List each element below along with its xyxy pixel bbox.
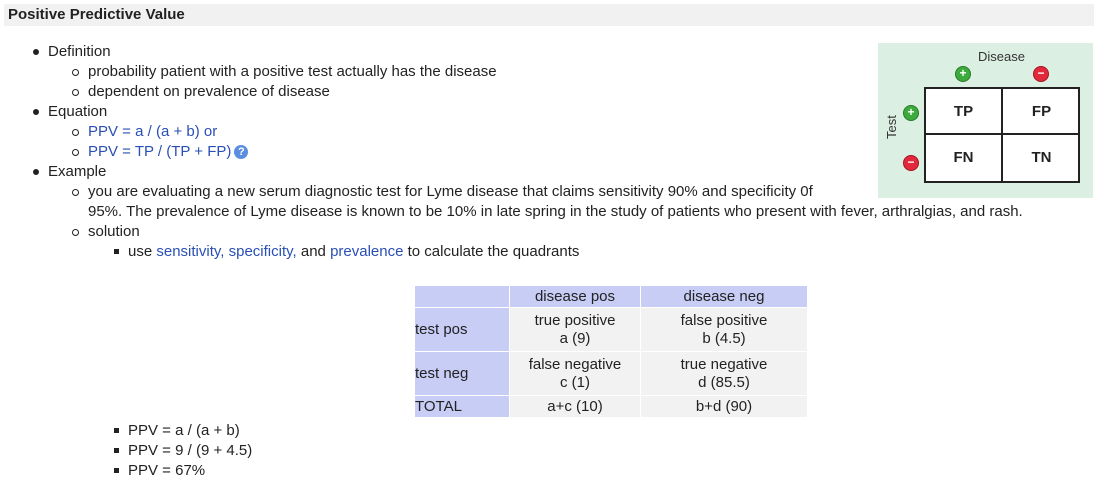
bullet [114,448,119,453]
equation-item: PPV = TP / (TP + FP) [88,143,232,160]
contingency-figure [878,43,1093,198]
row-header: test neg [415,352,510,396]
bullet [33,49,39,55]
plus-icon: + [955,66,971,82]
bullet [114,468,119,473]
specificity-link[interactable]: specificity, [228,243,297,260]
solution-instruction [128,242,579,262]
table-header-cell [415,286,510,308]
help-icon[interactable]: ? [234,145,248,159]
bullet [114,249,119,254]
tp-cell: TP [926,89,1003,135]
minus-icon: − [1033,66,1049,82]
plus-icon: + [903,105,919,121]
fn-cell: FN [926,135,1003,181]
quadrant-table [414,285,808,418]
solution-label: solution [88,223,140,240]
page-title: Positive Predictive Value [4,4,1094,26]
table-cell: false negative c (1) [510,352,641,396]
table-header-cell: disease neg [641,286,808,308]
prevalence-link[interactable]: prevalence [330,243,404,260]
definition-heading: Definition [48,43,111,60]
use-prefix: use [128,243,153,260]
result-line: PPV = 9 / (9 + 4.5) [128,442,253,459]
definition-item: dependent on prevalence of disease [88,83,330,100]
minus-icon: − [903,155,919,171]
bullet [72,149,79,156]
bullet [33,109,39,115]
quadrant-grid [924,87,1080,183]
row-header: TOTAL [415,396,510,418]
use-suffix: to calculate the quadrants [407,243,580,260]
use-and: and [300,243,326,260]
table-header-cell: disease pos [510,286,641,308]
table-row [415,352,808,396]
table-cell: false positive b (4.5) [641,308,808,352]
bullet [72,189,79,196]
bullet [72,69,79,76]
test-axis-label: Test [884,115,899,139]
example-scenario-line1: you are evaluating a new serum diagnostic test for Lyme disease that claims sensitivity 90% and specificity 0f [88,183,813,200]
table-cell: true positive a (9) [510,308,641,352]
table-row [415,396,808,418]
equation-item: PPV = a / (a + b) or [88,123,218,140]
bullet [72,229,79,236]
equation-row [88,142,248,162]
bullet [33,169,39,175]
example-scenario-line2: 95%. The prevalence of Lyme disease is known to be 10% in late spring in the study of patients who present with fever, arthralgias, and rash. [88,203,1023,220]
table-row [415,308,808,352]
equation-heading: Equation [48,103,108,120]
bullet [72,89,79,96]
table-cell: a+c (10) [510,396,641,418]
table-cell: true negative d (85.5) [641,352,808,396]
tn-cell: TN [1031,149,1052,166]
definition-item: probability patient with a positive test actually has the disease [88,63,497,80]
result-line: PPV = a / (a + b) [128,422,240,439]
sensitivity-link[interactable]: sensitivity, [156,243,225,260]
bullet [72,129,79,136]
example-heading: Example [48,163,107,180]
bullet [114,428,119,433]
result-line: PPV = 67% [128,462,206,479]
table-cell: b+d (90) [641,396,808,418]
fp-cell: FP [1003,89,1080,135]
row-header: test pos [415,308,510,352]
disease-axis-label: Disease [978,49,1025,64]
